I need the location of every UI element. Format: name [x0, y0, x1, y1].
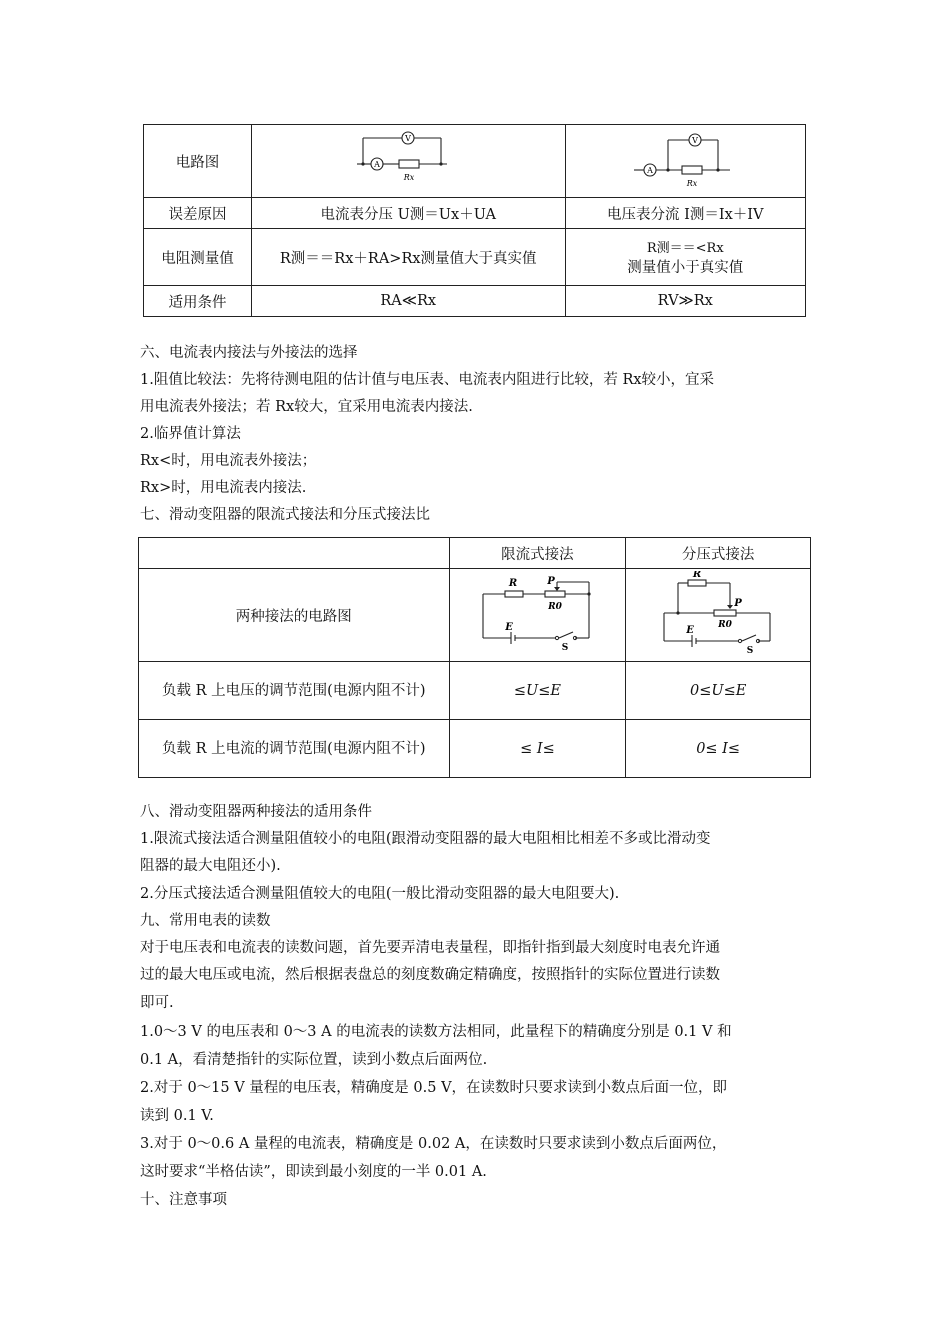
section-6-p2: 2.临界值计算法 — [140, 426, 241, 442]
voltage-divider-diagram — [658, 571, 778, 655]
row-label-error-cause: 误差原因 — [144, 198, 252, 229]
section-8-p1-line1: 1.限流式接法适合测量阻值较小的电阻(跟滑动变阻器的最大电阻相比相差不多或比滑动变 — [140, 831, 711, 847]
current-limiting-current-range: ≤ I≤ — [449, 720, 626, 778]
section-6-p1-line2: 用电流表外接法；若 Rx较大，宜采用电流表内接法. — [140, 399, 473, 415]
outer-measured-formula: R测＝＝<Rx — [646, 241, 724, 256]
r0-label: R0 — [718, 620, 733, 630]
rx-label: Rx — [686, 179, 698, 188]
section-6-p4: Rx>时，用电流表内接法. — [140, 480, 307, 496]
s-label: S — [562, 643, 569, 652]
current-limiting-diagram — [477, 574, 597, 652]
e-label: E — [686, 625, 694, 636]
inner-measured-value: R测＝＝Rx＋RA>Rx测量值大于真实值 — [251, 229, 565, 286]
section-7-title: 七、滑动变阻器的限流式接法和分压式接法比 — [140, 507, 430, 523]
e-label: E — [505, 622, 514, 633]
r-label: R — [692, 571, 702, 580]
p-label: P — [734, 598, 742, 609]
row-label-voltage-range: 负载 R 上电压的调节范围(电源内阻不计) — [139, 662, 450, 720]
outer-condition: RV≫Rx — [565, 286, 806, 317]
row-label-measured-value: 电阻测量值 — [144, 229, 252, 286]
row-label-condition: 适用条件 — [144, 286, 252, 317]
ammeter-connection-table — [143, 124, 806, 317]
section-9-p1-line2: 0.1 A，看清楚指针的实际位置，读到小数点后面两位. — [140, 1052, 488, 1068]
section-9-intro-line2: 过的最大电压或电流，然后根据表盘总的刻度数确定精确度，按照指针的实际位置进行读数 — [140, 967, 720, 983]
section-9-p3-line2: 这时要求“半格估读”，即读到最小刻度的一半 0.01 A. — [140, 1164, 487, 1180]
ammeter-label: A — [374, 160, 381, 169]
rx-label: Rx — [403, 173, 415, 182]
ammeter-label: A — [647, 166, 654, 175]
r0-label: R0 — [548, 602, 563, 612]
section-8-p2: 2.分压式接法适合测量阻值较大的电阻(一般比滑动变阻器的最大电阻要大). — [140, 886, 620, 902]
p-label: P — [547, 576, 556, 587]
row-label-circuit-diagrams: 两种接法的电路图 — [139, 569, 450, 662]
inner-error-cause: 电流表分压 U测＝Ux＋UA — [251, 198, 565, 229]
current-limiting-circuit — [449, 569, 626, 662]
rheostat-connection-table — [138, 537, 811, 778]
voltage-divider-voltage-range: 0≤U≤E — [626, 662, 811, 720]
section-9-p2-line1: 2.对于 0～15 V 量程的电压表，精确度是 0.5 V，在读数时只要求读到小数点后面一位，即 — [140, 1080, 728, 1096]
section-10-title: 十、注意事项 — [140, 1192, 227, 1208]
current-limiting-voltage-range: ≤U≤E — [449, 662, 626, 720]
inner-condition: RA≪Rx — [251, 286, 565, 317]
inner-connection-circuit — [251, 125, 565, 198]
row-label-current-range: 负载 R 上电流的调节范围(电源内阻不计) — [139, 720, 450, 778]
voltage-divider-current-range: 0≤ I≤ — [626, 720, 811, 778]
inner-circuit-diagram — [353, 128, 463, 190]
outer-circuit-diagram — [630, 126, 740, 192]
voltage-divider-circuit — [626, 569, 811, 662]
section-9-p2-line2: 读到 0.1 V. — [140, 1108, 214, 1124]
outer-measured-value — [565, 229, 806, 286]
header-voltage-divider: 分压式接法 — [626, 538, 811, 569]
section-6-p1-line1: 1.阻值比较法：先将待测电阻的估计值与电压表、电流表内阻进行比较，若 Rx较小，宜采 — [140, 372, 715, 388]
voltmeter-label: V — [692, 136, 699, 145]
voltmeter-label: V — [405, 134, 412, 143]
section-6-title: 六、电流表内接法与外接法的选择 — [140, 345, 358, 361]
outer-error-cause: 电压表分流 I测＝Ix＋IV — [565, 198, 806, 229]
header-empty — [139, 538, 450, 569]
outer-measured-note: 测量值小于真实值 — [627, 260, 744, 276]
outer-connection-circuit — [565, 125, 806, 198]
s-label: S — [746, 646, 754, 655]
section-8-p1-line2: 阻器的最大电阻还小). — [140, 858, 281, 874]
section-8-title: 八、滑动变阻器两种接法的适用条件 — [140, 804, 372, 820]
header-current-limiting: 限流式接法 — [449, 538, 626, 569]
r-label: R — [509, 578, 518, 589]
section-9-intro-line3: 即可. — [140, 995, 174, 1011]
section-9-title: 九、常用电表的读数 — [140, 913, 271, 929]
row-label-circuit: 电路图 — [144, 125, 252, 198]
section-9-p3-line1: 3.对于 0～0.6 A 量程的电流表，精确度是 0.02 A，在读数时只要求读到小数点后面两位， — [140, 1136, 727, 1152]
section-6-p3: Rx<时，用电流表外接法； — [140, 453, 317, 469]
section-9-intro-line1: 对于电压表和电流表的读数问题，首先要弄清电表量程，即指针指到最大刻度时电表允许通 — [140, 940, 720, 956]
section-9-p1-line1: 1.0～3 V 的电压表和 0～3 A 的电流表的读数方法相同，此量程下的精确度分别是 0.1 V 和 — [140, 1024, 732, 1040]
